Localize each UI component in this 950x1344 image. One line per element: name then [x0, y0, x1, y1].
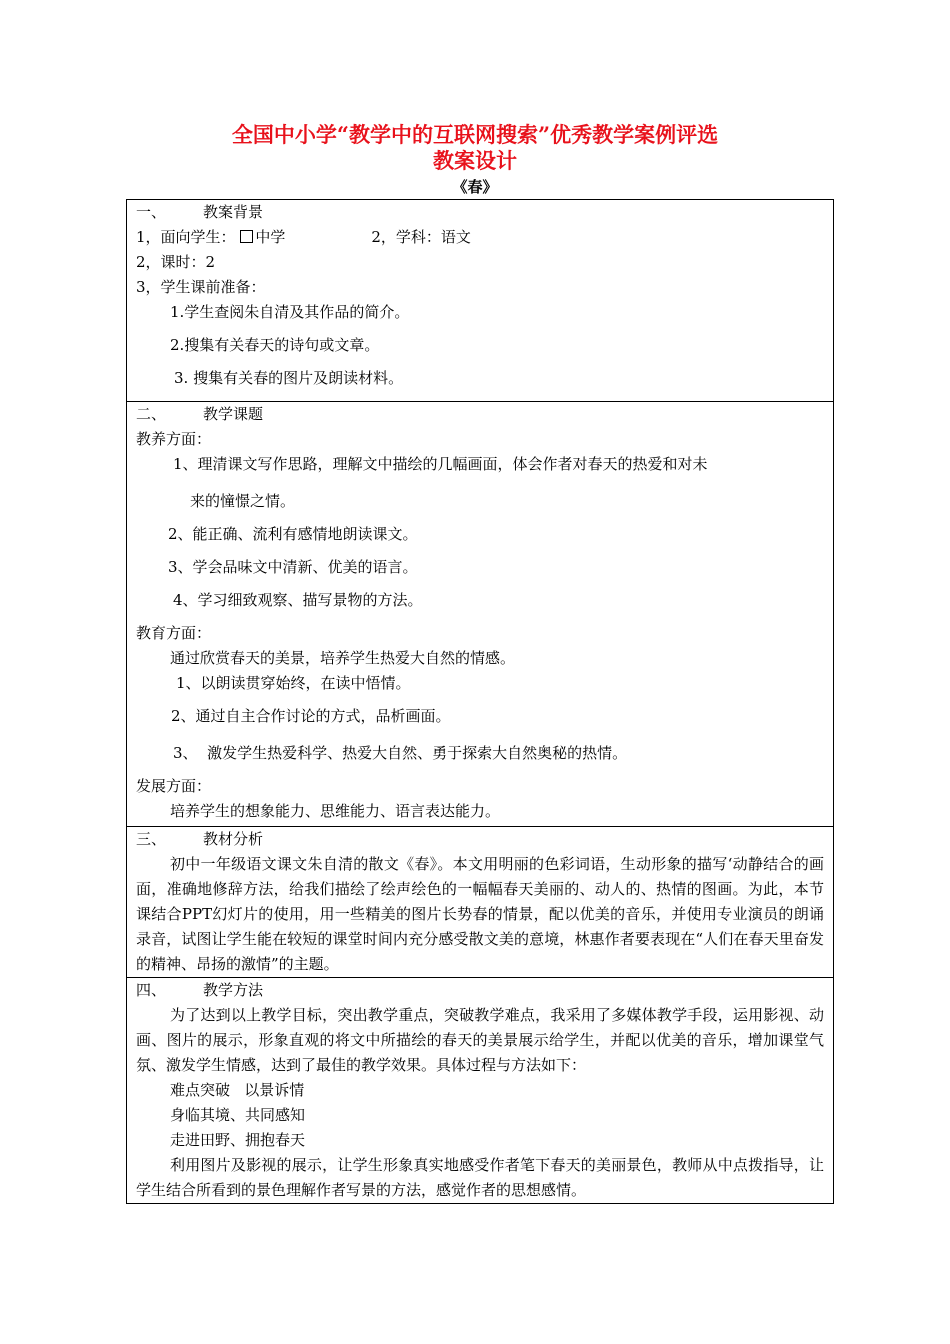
cultivation-item-3: 3、学会品味文中清新、优美的语言。 [168, 558, 418, 576]
section-heading: 教材分析 [203, 830, 264, 848]
target-students-value: 中学 [255, 228, 286, 246]
subject-text: 2，学科：语文 [371, 228, 471, 246]
prep-item: 3. 搜集有关春的图片及朗读材料。 [174, 369, 404, 387]
education-intro: 通过欣赏春天的美景，培养学生热爱大自然的情感。 [170, 649, 516, 667]
material-analysis-text: 初中一年级语文课文朱自清的散文《春》。本文用明丽的色彩词语，生动形象的描写‘动静结合的画面，准确地修辞方法，给我们描绘了绘声绘色的一幅幅春天美丽的、动人的、热情的图画。为此，本节课结合PPT幻灯片的使用，用一些精美的图片长势春的情景，配以优美的音乐，并使用专业演员的朗诵录音，试图让学生能在较短的课堂时间内充分感受散文美的意境，林惠作者要表现在“人们在春天里奋发的精神、昂扬的激情”的主题。 [136, 855, 824, 973]
document-title: 全国中小学“教学中的互联网搜索”优秀教学案例评选 [231, 122, 719, 147]
method-item-2: 身临其境、共同感知 [170, 1106, 306, 1124]
method-item-3: 走进田野、拥抱春天 [170, 1131, 306, 1149]
cultivation-item-1-cont: 来的憧憬之情。 [190, 492, 296, 510]
target-students-label: 1，面向学生： [136, 228, 236, 246]
section-number: 三、 [136, 830, 167, 848]
section-topic-header [136, 402, 824, 427]
lesson-title: 《春》 [452, 178, 498, 196]
class-hours: 2，课时：2 [136, 253, 216, 271]
section-heading: 教案背景 [203, 203, 264, 221]
section-number: 四、 [136, 981, 167, 999]
section-heading: 教学方法 [203, 981, 264, 999]
section-teaching-method [127, 978, 834, 1204]
method-text-2: 利用图片及影视的展示，让学生形象真实地感受作者笔下春天的美丽景色，教师从中点拨指导，让学生结合所看到的景色理解作者写景的方法，感觉作者的思想感情。 [136, 1156, 824, 1199]
section-heading: 教学课题 [203, 405, 264, 423]
section-material-cell [127, 827, 834, 978]
section-material-header [136, 827, 824, 852]
document-subtitle-design: 教案设计 [433, 148, 517, 173]
education-item-2: 2、通过自主合作讨论的方式，品析画面。 [171, 707, 451, 725]
section-number: 二、 [136, 405, 167, 423]
prep-item: 2.搜集有关春天的诗句或文章。 [170, 336, 380, 354]
method-text-1: 为了达到以上教学目标，突出教学重点，突破教学难点，我采用了多媒体教学手段，运用影视、动画、图片的展示，形象直观的将文中所描绘的春天的美景展示给学生，并配以优美的音乐，增加课堂气氛、激发学生情感，达到了最佳的教学效果。具体过程与方法如下： [136, 1006, 824, 1074]
checkbox-icon [240, 230, 253, 243]
target-students-row [136, 225, 824, 250]
cultivation-item-4: 4、学习细致观察、描写景物的方法。 [173, 591, 423, 609]
method-item-1: 难点突破 以景诉情 [170, 1081, 305, 1099]
section-material-analysis [127, 827, 834, 978]
education-item-1: 1、以朗读贯穿始终，在读中悟情。 [176, 674, 411, 692]
education-label: 教育方面： [136, 624, 212, 642]
section-method-cell [127, 978, 834, 1204]
cultivation-label: 教养方面： [136, 430, 212, 448]
development-label: 发展方面： [136, 777, 212, 795]
student-preparation-label: 3，学生课前准备： [136, 278, 266, 296]
section-background-cell [127, 200, 834, 402]
section-topic-cell [127, 402, 834, 827]
prep-item: 1.学生查阅朱自清及其作品的简介。 [170, 303, 410, 321]
development-item: 培养学生的想象能力、思维能力、语言表达能力。 [170, 802, 501, 820]
section-number: 一、 [136, 203, 167, 221]
section-background-header [136, 200, 824, 225]
lesson-plan-table [126, 199, 834, 1204]
education-item-3: 3、 激发学生热爱科学、热爱大自然、勇于探索大自然奥秘的热情。 [173, 744, 628, 762]
section-background [127, 200, 834, 402]
section-topic [127, 402, 834, 827]
section-method-header [136, 978, 824, 1003]
cultivation-item-2: 2、能正确、流利有感情地朗读课文。 [168, 525, 418, 543]
cultivation-item-1: 1、理清课文写作思路，理解文中描绘的几幅画面，体会作者对春天的热爱和对未 [173, 455, 708, 473]
